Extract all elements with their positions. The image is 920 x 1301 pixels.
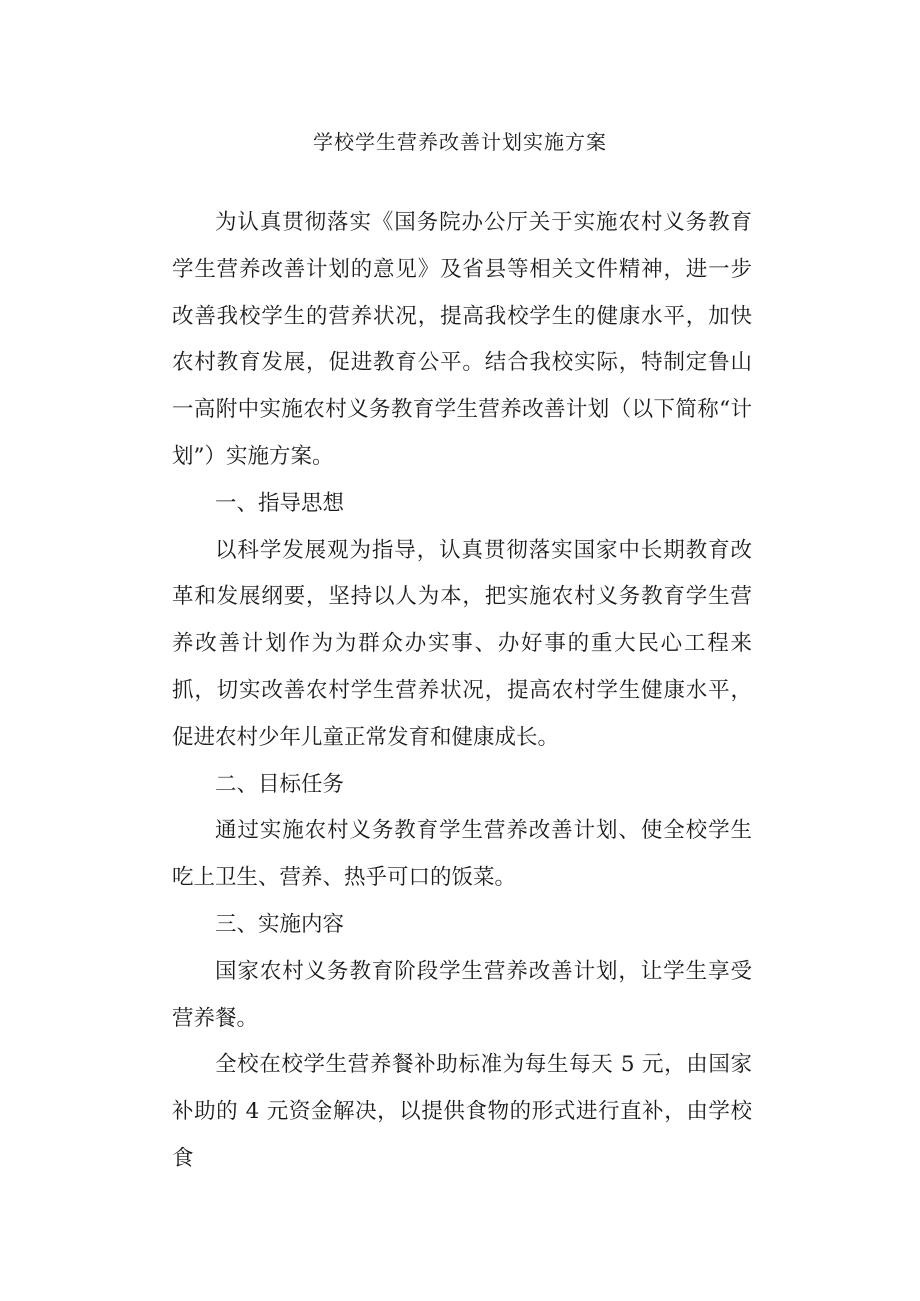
content-paragraph-1: 国家农村义务教育阶段学生营养改善计划，让学生享受营养餐。	[172, 958, 752, 1031]
section-heading-guiding-ideology: 一、指导思想	[215, 490, 345, 516]
document-title: 学校学生营养改善计划实施方案	[313, 130, 607, 154]
content-paragraph-2: 全校在校学生营养餐补助标准为每生每天 5 元，由国家补助的 4 元资金解决，以提供食物的形式进行直补，由学校食	[172, 1052, 752, 1171]
document-body	[172, 200, 752, 1183]
intro-paragraph: 为认真贯彻落实《国务院办公厅关于实施农村义务教育学生营养改善计划的意见》及省县等相关文件精神，进一步改善我校学生的营养状况，提高我校学生的健康水平，加快农村教育发展，促进教育公平。结合我校实际，特制定鲁山一高附中实施农村义务教育学生营养改善计划（以下简称“计划”）实施方案。	[172, 210, 752, 469]
guiding-ideology-paragraph: 以科学发展观为指导，认真贯彻落实国家中长期教育改革和发展纲要，坚持以人为本，把实施农村义务教育学生营养改善计划作为为群众办实事、办好事的重大民心工程来抓，切实改善农村学生营养状况，提高农村学生健康水平，促进农村少年儿童正常发育和健康成长。	[172, 537, 752, 750]
goals-paragraph: 通过实施农村义务教育学生营养改善计划、使全校学生吃上卫生、营养、热乎可口的饭菜。	[172, 818, 752, 891]
section-heading-content: 三、实施内容	[215, 911, 345, 937]
section-heading-goals: 二、目标任务	[215, 771, 345, 797]
